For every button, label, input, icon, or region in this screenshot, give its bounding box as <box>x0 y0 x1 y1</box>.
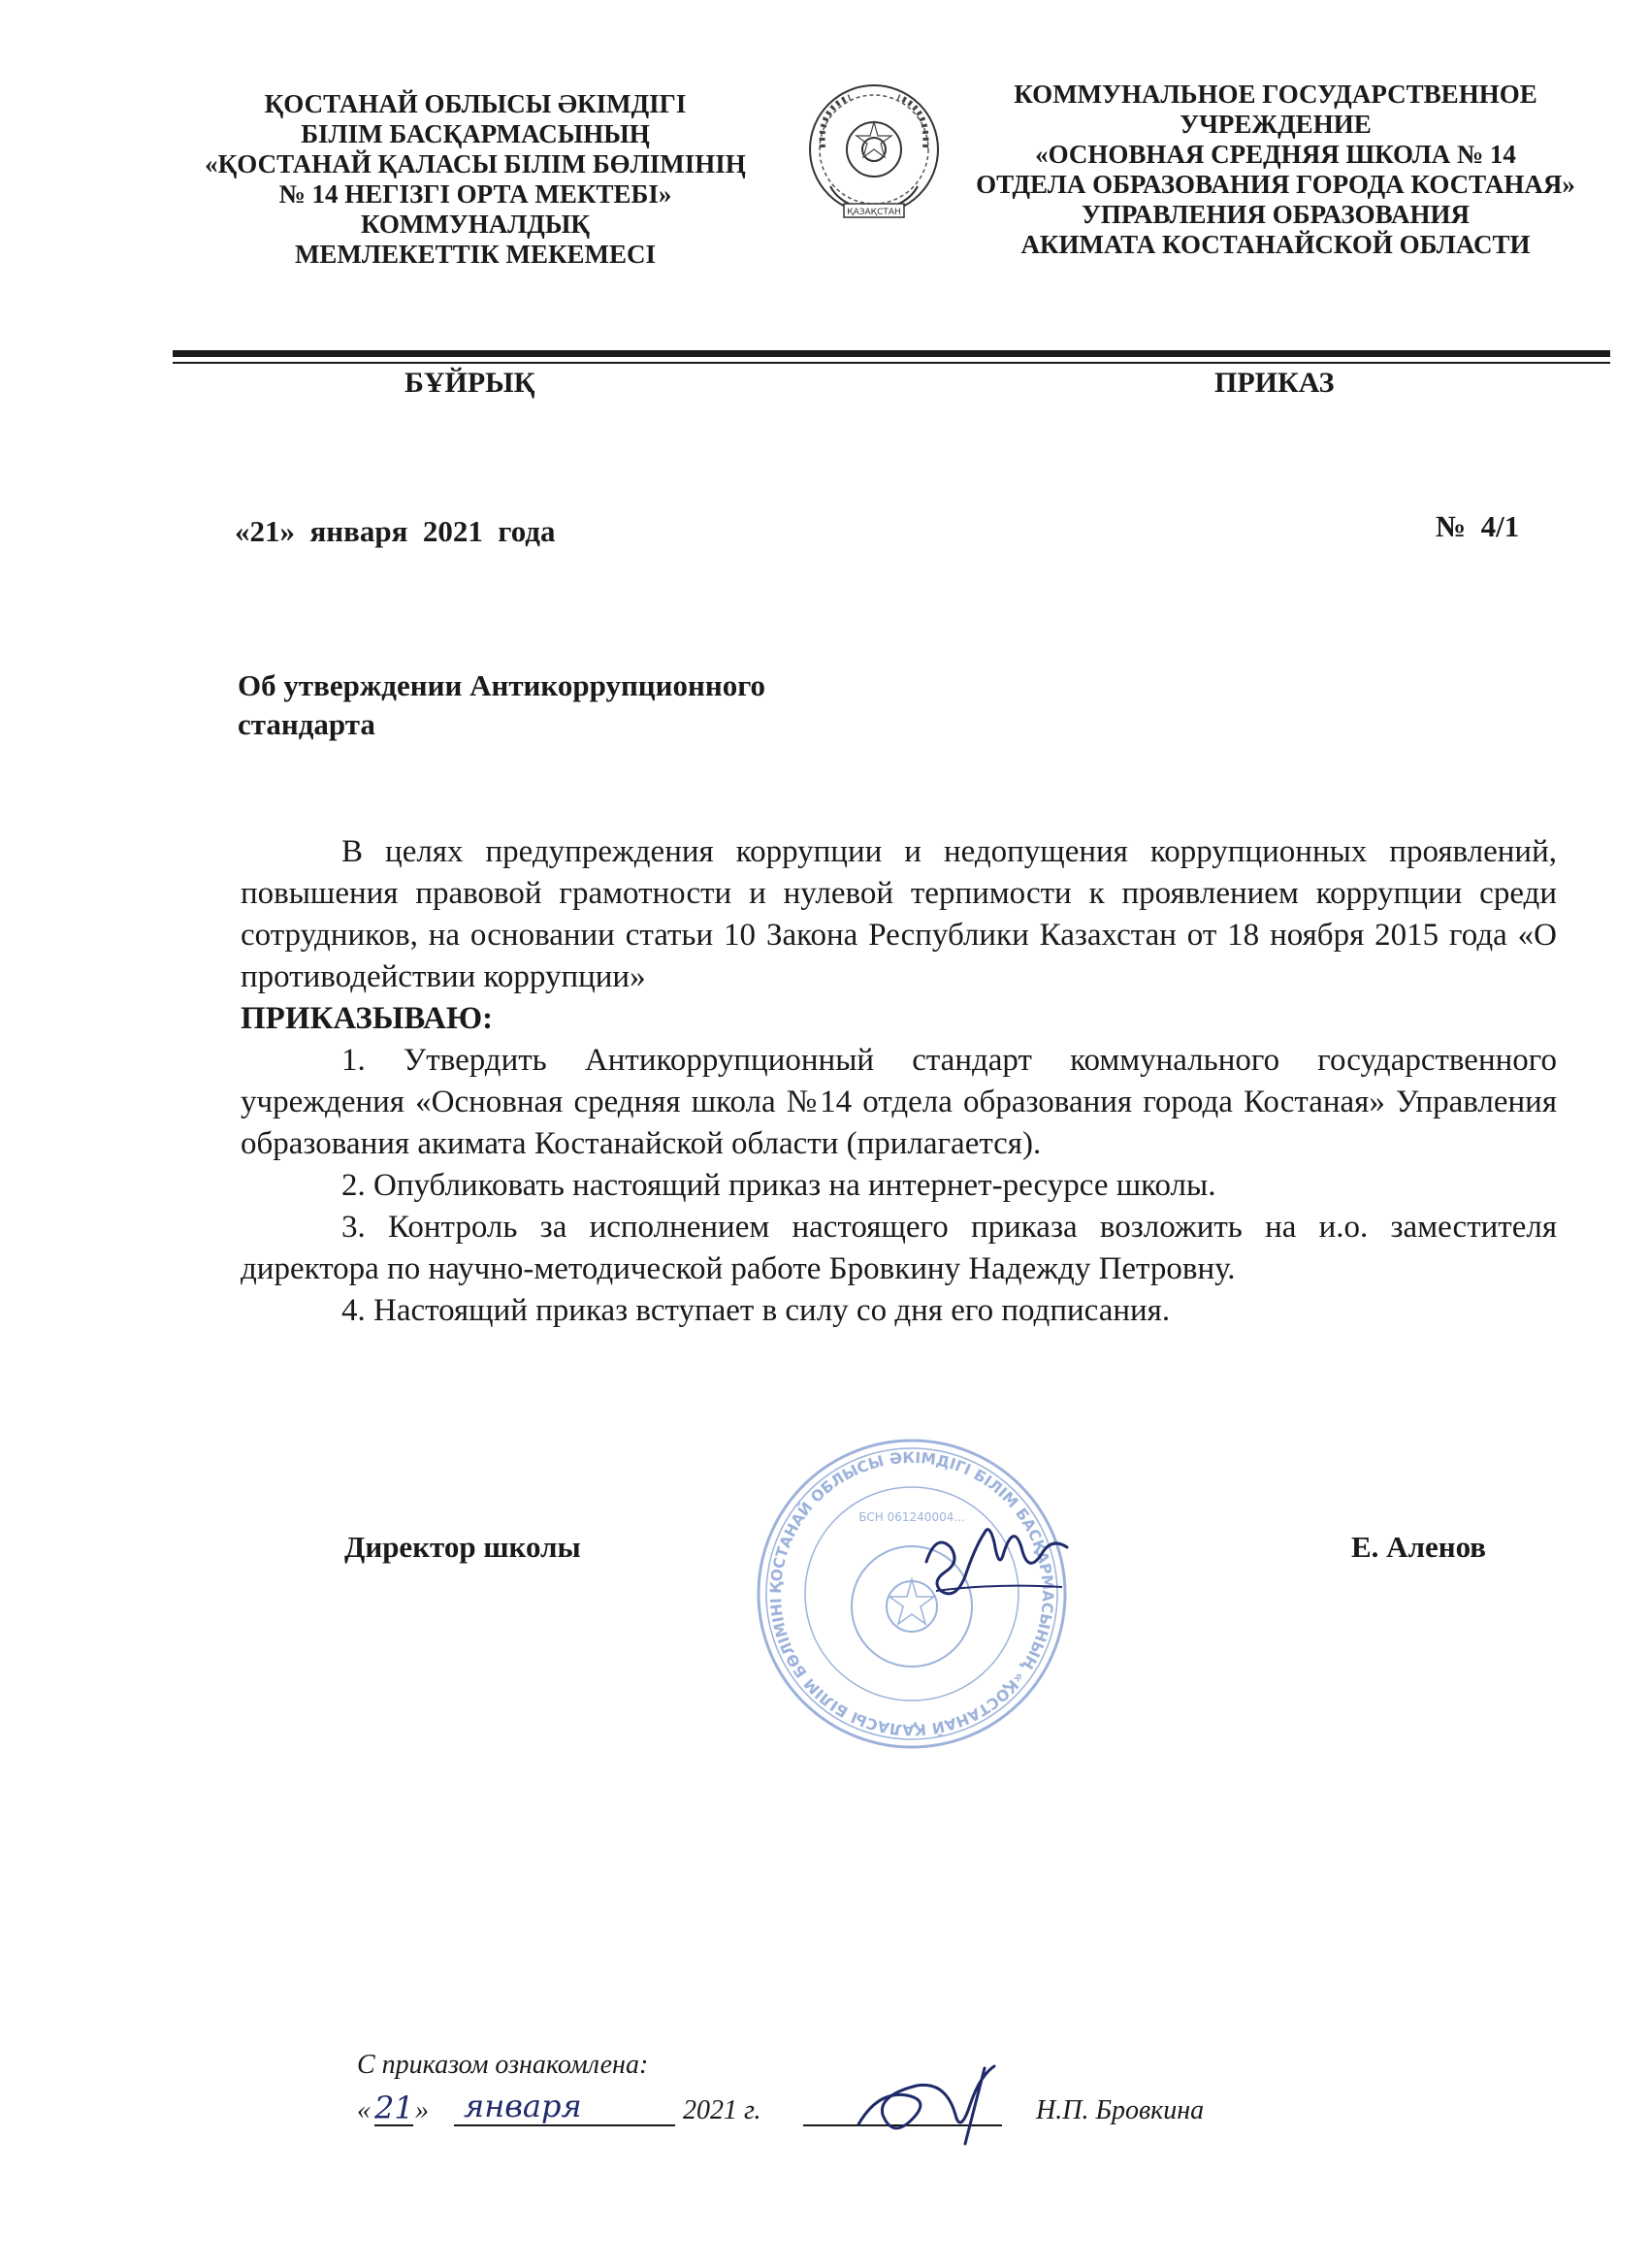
order-item: 1. Утвердить Антикоррупционный стандарт коммунального государственного учреждения «Основная средняя школа №14 отдела образования города Костаная» Управления образования акимата Костанайской области (прилагается). <box>241 1043 1557 1161</box>
header-right-line: КОММУНАЛЬНОЕ ГОСУДАРСТВЕННОЕ <box>1014 80 1537 109</box>
order-word: ПРИКАЗЫВАЮ: <box>241 1001 494 1036</box>
stamp-text: ҚОСТАНАЙ ОБЛЫСЫ ӘКІМДІГІ БІЛІМ БАСҚАРМАСЫНЫҢ «ҚОСТАНАЙ ҚАЛАСЫ БІЛІМ БӨЛІМІНІ <box>766 1448 1057 1739</box>
stamp-bin: БСН 061240004... <box>858 1510 965 1524</box>
header-left-line: ҚОСТАНАЙ ОБЛЫСЫ ӘКІМДІГІ <box>264 89 687 118</box>
header-right-line: АКИМАТА КОСТАНАЙСКОЙ ОБЛАСТИ <box>1020 230 1531 259</box>
header-left-line: БІЛІМ БАСҚАРМАСЫНЫҢ <box>301 119 650 148</box>
header-right-line: «ОСНОВНАЯ СРЕДНЯЯ ШКОЛА № 14 <box>1035 140 1516 169</box>
header-right-line: УПРАВЛЕНИЯ ОБРАЗОВАНИЯ <box>1082 200 1470 229</box>
doc-type-ru: ПРИКАЗ <box>1214 367 1335 399</box>
header-left-line: № 14 НЕГІЗГІ ОРТА МЕКТЕБІ» <box>278 179 672 209</box>
header-right-line: ОТДЕЛА ОБРАЗОВАНИЯ ГОРОДА КОСТАНАЯ» <box>976 170 1575 199</box>
header-left-line: МЕМЛЕКЕТТІК МЕКЕМЕСІ <box>294 240 657 269</box>
director-signature <box>907 1494 1072 1620</box>
quote-open: « <box>357 2095 371 2125</box>
quote-close: » <box>415 2095 429 2125</box>
doc-type-kz: БҰЙРЫҚ <box>404 367 535 399</box>
header-right-ru <box>936 80 1615 260</box>
header-left-line: КОММУНАЛДЫҚ <box>361 210 590 239</box>
intro-paragraph: В целях предупреждения коррупции и недопущения коррупционных проявлений, повышения правовой грамотности и нулевой терпимости к проявлением коррупции среди сотрудников, на основании статьи 10 Закона Республики Казахстан от 18 ноября 2015 года «О противодействии коррупции» <box>241 834 1557 994</box>
order-item: 4. Настоящий приказ вступает в силу со дня его подписания. <box>341 1293 1171 1328</box>
acknowledgement-signature <box>839 2057 1043 2154</box>
acknowledgement-row <box>357 2088 1278 2134</box>
acknowledgement-label: С приказом ознакомлена: <box>357 2050 649 2080</box>
header-divider-thin <box>173 362 1610 364</box>
signatory-title: Директор школы <box>344 1530 581 1564</box>
day-underline <box>374 2124 413 2126</box>
subject-line: стандарта <box>238 707 375 741</box>
order-number: № 4/1 <box>1436 509 1520 543</box>
order-subject <box>238 666 765 744</box>
state-emblem-icon <box>801 80 947 235</box>
header-left-line: «ҚОСТАНАЙ ҚАЛАСЫ БІЛІМ БӨЛІМІНІҢ <box>205 149 746 178</box>
header-divider <box>173 350 1610 357</box>
signatory-name: Е. Аленов <box>1351 1530 1487 1564</box>
ack-month: января <box>464 2088 582 2124</box>
month-underline <box>454 2124 675 2126</box>
ack-year: 2021 г. <box>683 2095 761 2125</box>
order-date: «21» января 2021 года <box>235 514 556 548</box>
order-item: 2. Опубликовать настоящий приказ на интернет-ресурсе школы. <box>341 1168 1216 1203</box>
order-body <box>241 831 1557 1332</box>
header-left-kz <box>146 89 805 270</box>
order-item: 3. Контроль за исполнением настоящего приказа возложить на и.о. заместителя директора по научно-методической работе Бровкину Надежду Петровну. <box>241 1210 1557 1286</box>
ack-day: 21 <box>374 2090 414 2126</box>
subject-line: Об утверждении Антикоррупционного <box>238 668 766 702</box>
ack-name: Н.П. Бровкина <box>1036 2095 1205 2125</box>
header-right-line: УЧРЕЖДЕНИЕ <box>1180 110 1372 139</box>
emblem-ribbon-text: ҚАЗАҚСТАН <box>847 208 901 217</box>
